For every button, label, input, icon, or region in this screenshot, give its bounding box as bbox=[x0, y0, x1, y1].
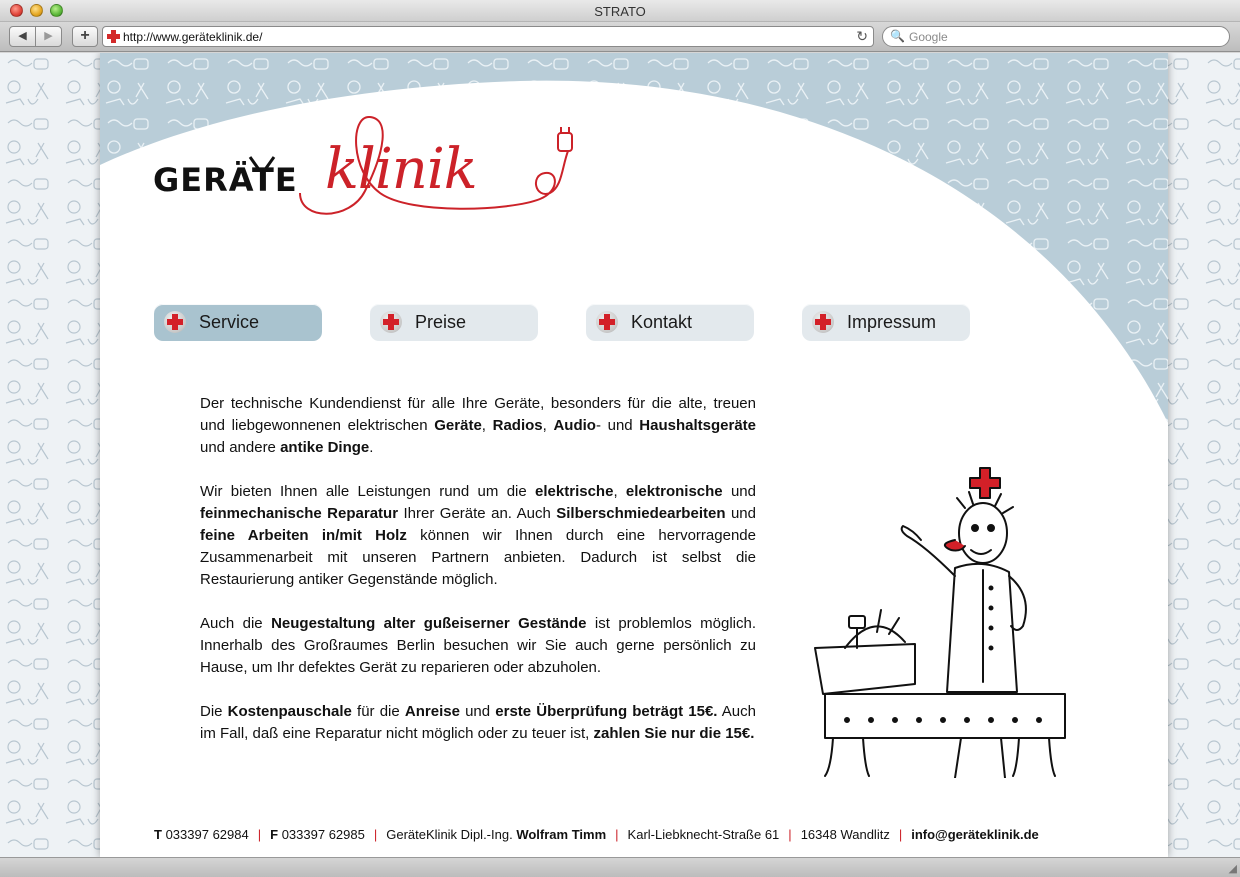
emphasis-text: feine Arbeiten in/mit Holz bbox=[200, 527, 407, 544]
footer-tel[interactable]: 033397 62984 bbox=[165, 827, 249, 842]
window-title: STRATO bbox=[594, 4, 646, 19]
paragraph-ironwork: Auch die Neugestaltung alter gußeiserner Gestände ist problemlos möglich. Innerhalb des Großraumes Berlin besuchen wir Sie auch gerne persönlich zu Hause, um Ihr defektes Gerät zu reparieren oder abzuholen. bbox=[200, 615, 756, 676]
reload-icon[interactable]: ↻ bbox=[856, 28, 868, 44]
address-url[interactable]: http://www.geräteklinik.de/ bbox=[123, 30, 263, 44]
main-navigation bbox=[154, 304, 974, 342]
forward-button[interactable]: ▶ bbox=[35, 26, 62, 47]
nav-preise-label: Preise bbox=[415, 312, 467, 332]
nav-preise[interactable] bbox=[370, 304, 538, 341]
footer-separator: | bbox=[615, 827, 619, 842]
footer-email-domain: @geräteklinik.de bbox=[935, 827, 1039, 842]
red-cross-icon bbox=[596, 311, 618, 333]
logo-script: klinik bbox=[325, 137, 477, 202]
footer-email-user: info bbox=[911, 827, 936, 842]
browser-statusbar bbox=[0, 857, 1240, 877]
service-description bbox=[200, 393, 756, 767]
emphasis-text: Radios bbox=[492, 417, 543, 434]
page-viewport bbox=[0, 53, 1240, 857]
favicon-cross-icon bbox=[107, 30, 120, 43]
emphasis-text: Silberschmiedearbeiten bbox=[556, 505, 726, 522]
footer-email-link[interactable] bbox=[911, 827, 1039, 842]
address-bar[interactable] bbox=[102, 26, 874, 47]
emphasis-text: Anreise bbox=[404, 703, 460, 720]
search-icon: 🔍 bbox=[890, 29, 905, 43]
paragraph-intro: Der technische Kundendienst für alle Ihre Geräte, besonders für die alte, treuen und liebgewonnenen elektrischen Geräte, Radios, Audio- und Haushaltsgeräte und andere antike Dinge. bbox=[200, 395, 756, 456]
footer-company: GeräteKlinik Dipl.-Ing. bbox=[386, 827, 513, 842]
back-button[interactable]: ◀ bbox=[9, 26, 36, 47]
footer-owner: Wolfram Timm bbox=[516, 827, 607, 842]
window-titlebar bbox=[0, 0, 1240, 22]
footer-separator: | bbox=[373, 827, 378, 842]
nav-kontakt[interactable] bbox=[586, 304, 754, 341]
site-logo[interactable] bbox=[150, 111, 580, 221]
footer-fax: 033397 62985 bbox=[281, 827, 365, 842]
emphasis-text: zahlen Sie nur die 15€. bbox=[593, 725, 755, 742]
footer-fax-label: F bbox=[270, 827, 279, 842]
nav-service[interactable] bbox=[154, 304, 322, 341]
footer-separator: | bbox=[788, 827, 792, 842]
search-input[interactable] bbox=[909, 29, 1209, 44]
footer-separator: | bbox=[257, 827, 262, 842]
paragraph-pricing: Die Kostenpauschale für die Anreise und erste Überprüfung beträgt 15€. Auch im Fall, daß eine Reparatur nicht möglich oder zu teuer ist, zahlen Sie nur die 15€. bbox=[200, 703, 756, 742]
emphasis-text: elektronische bbox=[625, 483, 723, 500]
footer-tel-label: T bbox=[154, 827, 162, 842]
footer-street: Karl-Liebknecht-Straße 61 bbox=[627, 827, 780, 842]
footer-separator: | bbox=[898, 827, 903, 842]
emphasis-text: Geräte bbox=[434, 417, 482, 434]
footer-contact bbox=[154, 827, 1134, 842]
emphasis-text: Kostenpauschale bbox=[227, 703, 352, 720]
red-cross-icon bbox=[812, 311, 834, 333]
content-panel bbox=[100, 53, 1168, 857]
header-arch bbox=[100, 53, 1168, 433]
emphasis-text: Neugestaltung alter gußeiserner Gestände bbox=[271, 615, 587, 632]
nav-kontakt-label: Kontakt bbox=[631, 312, 693, 332]
add-bookmark-button[interactable]: + bbox=[72, 26, 98, 47]
resize-grip-icon[interactable]: ◢ bbox=[1228, 863, 1237, 875]
emphasis-text: antike Dinge bbox=[280, 439, 370, 456]
nav-service-label: Service bbox=[199, 312, 260, 332]
red-cross-icon bbox=[380, 311, 402, 333]
nav-impressum[interactable] bbox=[802, 304, 970, 341]
emphasis-text: Audio bbox=[553, 417, 596, 434]
red-cross-icon bbox=[164, 311, 186, 333]
emphasis-text: feinmechanische Reparatur bbox=[200, 505, 399, 522]
paragraph-services: Wir bieten Ihnen alle Leistungen rund um die elektrische, elektronische und feinmechanische Reparatur Ihrer Geräte an. Auch Silberschmiedearbeiten und feine Arbeiten in/mit Holz können wir Ihnen durch eine hervorragende Zusammenarbeit mit unseren Partnern anbieten. Dadurch ist selbst die Restaurierung antiker Gegenstände möglich. bbox=[200, 483, 756, 588]
search-field[interactable] bbox=[882, 26, 1230, 47]
emphasis-text: erste Überprüfung beträgt 15€. bbox=[495, 703, 718, 720]
nav-impressum-label: Impressum bbox=[847, 312, 937, 332]
footer-city: 16348 Wandlitz bbox=[800, 827, 890, 842]
emphasis-text: elektrische bbox=[535, 483, 614, 500]
emphasis-text: Haushaltsgeräte bbox=[639, 417, 756, 434]
browser-toolbar bbox=[0, 22, 1240, 52]
logo-word: GERÄTE bbox=[153, 161, 298, 199]
mechanic-illustration bbox=[805, 458, 1075, 778]
